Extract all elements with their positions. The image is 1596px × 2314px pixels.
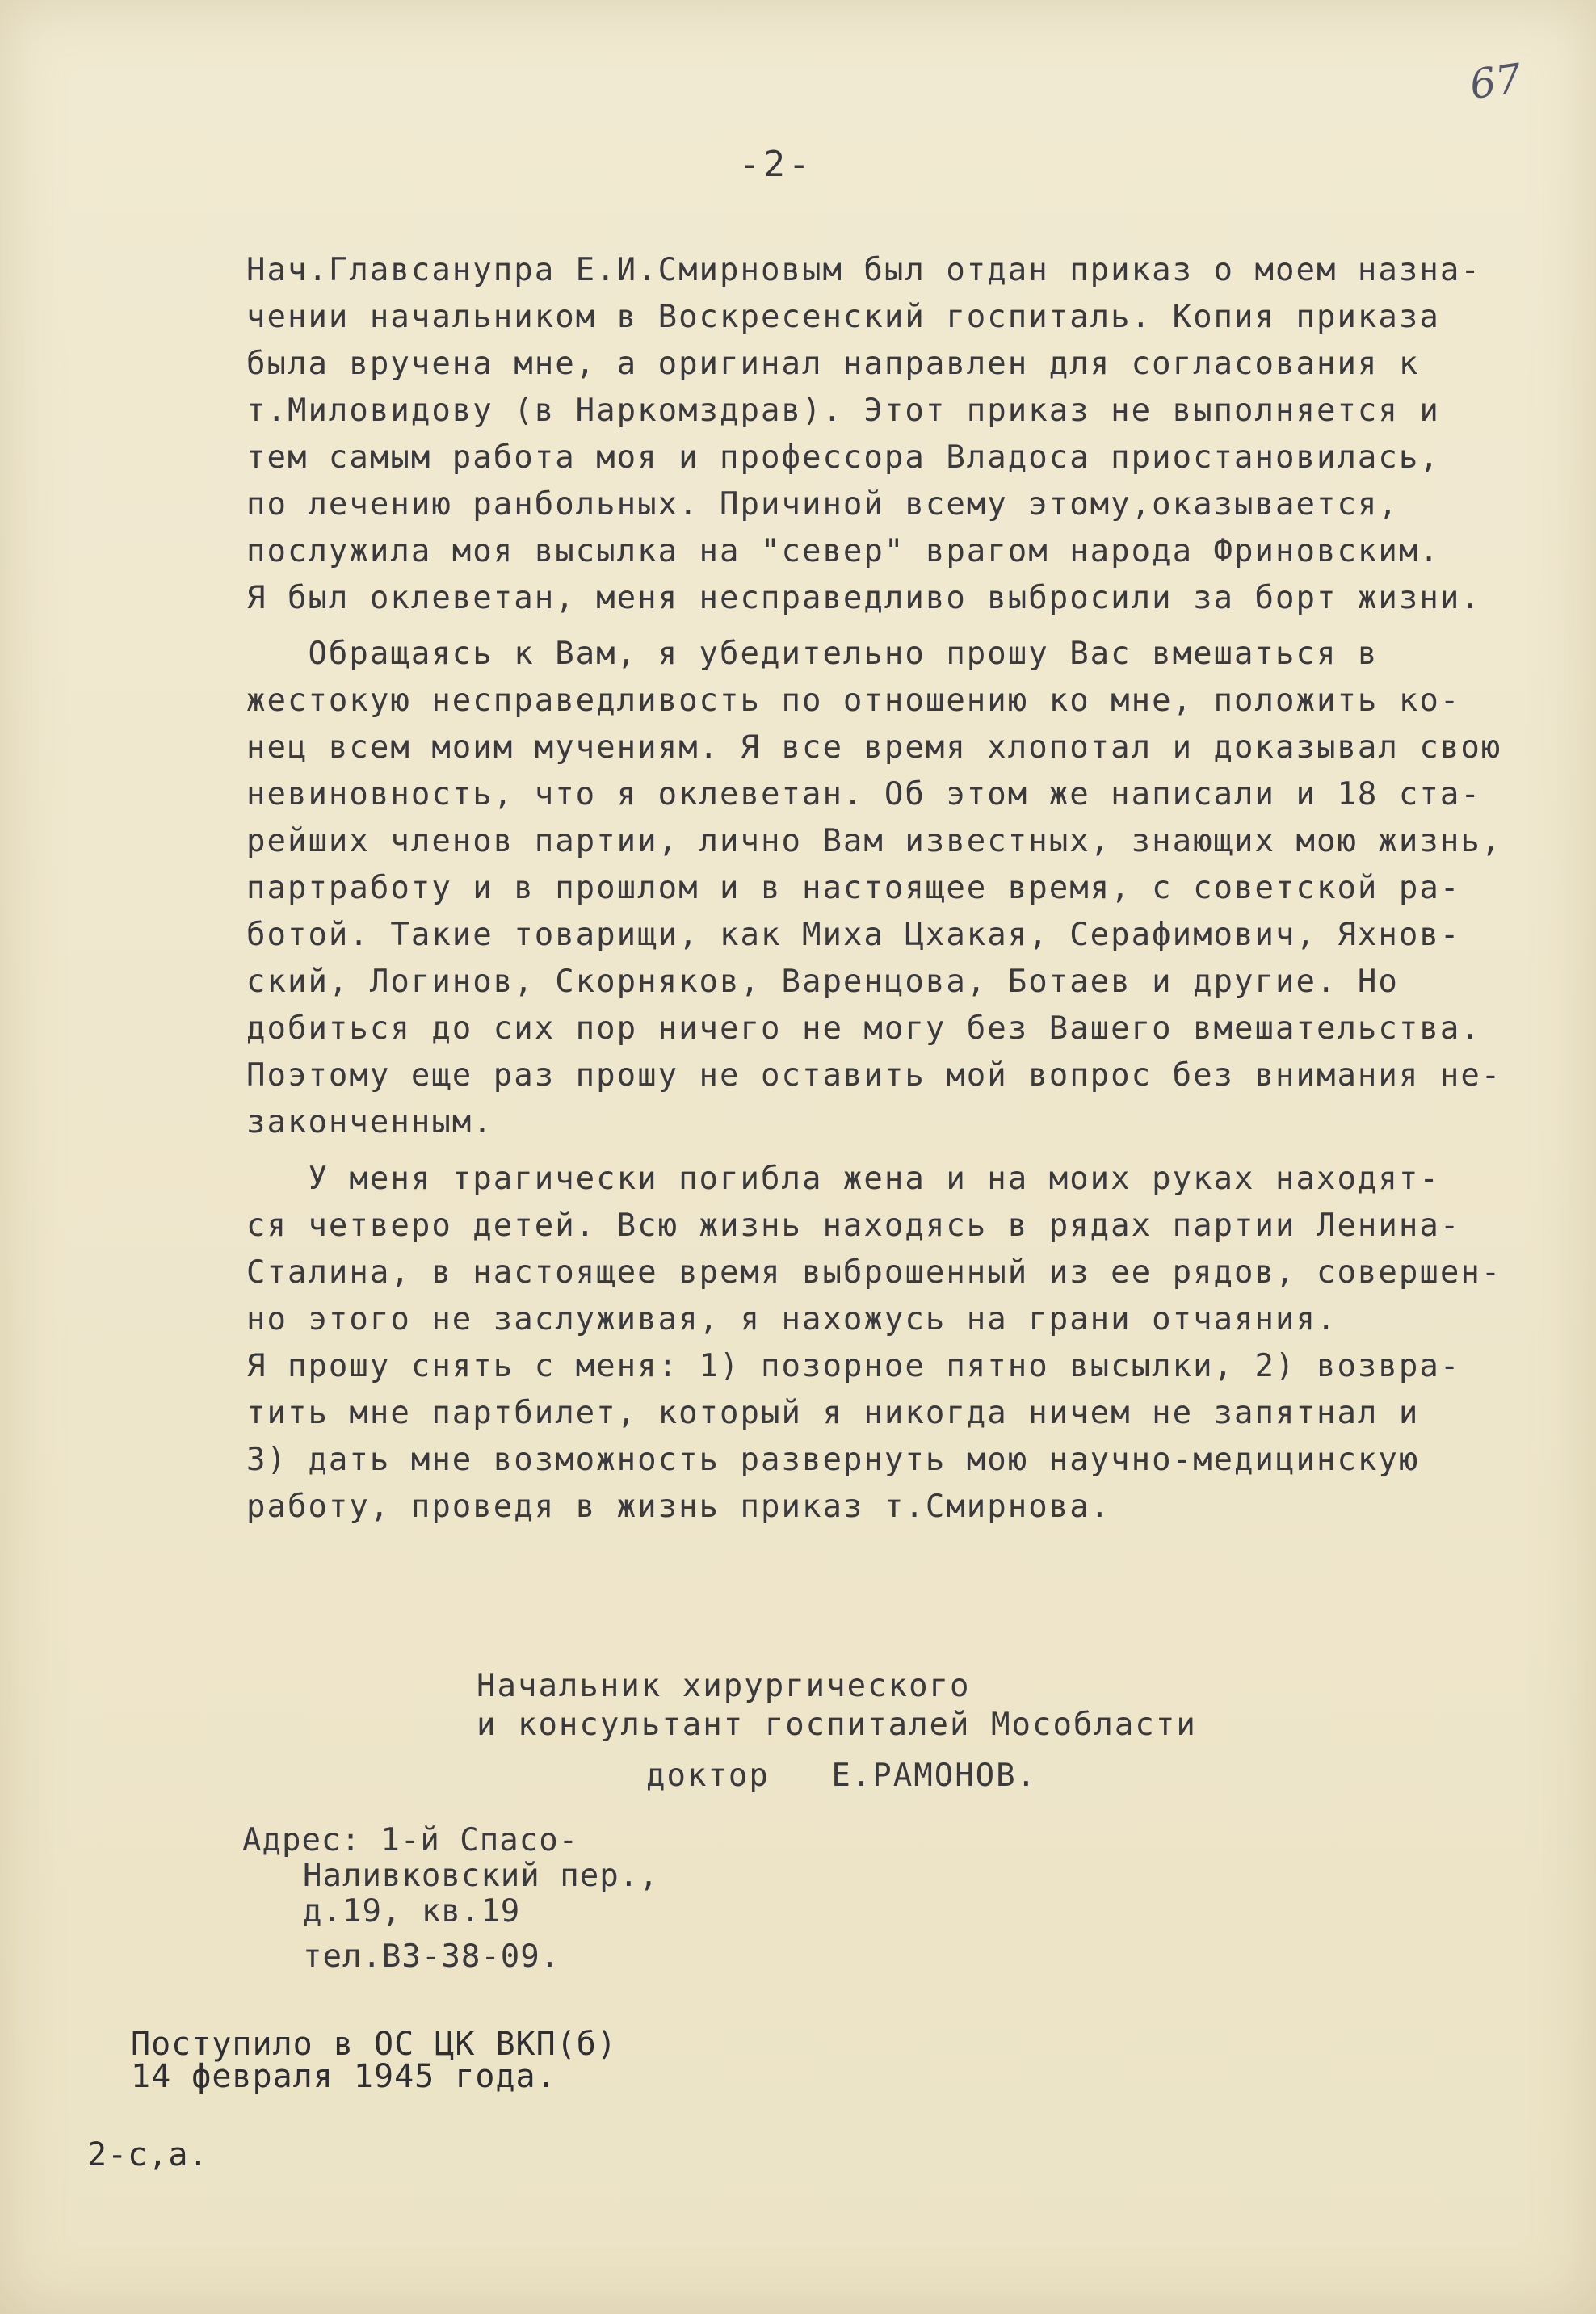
address-line: д.19, кв.19 [303, 1893, 521, 1930]
body-line: Поэтому еще раз прошу не оставить мой вопрос без внимания не- [246, 1057, 1502, 1094]
body-line: была вручена мне, а оригинал направлен для согласования к [246, 346, 1420, 382]
body-line: тем самым работа моя и профессора Владоса приостановилась, [246, 439, 1440, 476]
body-line: ся четверо детей. Всю жизнь находясь в рядах партии Ленина- [246, 1207, 1461, 1244]
body-line: тить мне партбилет, который я никогда ничем не запятнал и [246, 1395, 1420, 1431]
receipt-line: Поступило в ОС ЦК ВКП(б) [131, 2026, 617, 2063]
signature-name: доктор Е.РАМОНОВ. [646, 1758, 1038, 1794]
body-line: законченным. [246, 1104, 494, 1140]
body-line: ский, Логинов, Скорняков, Варенцова, Ботаев и другие. Но [246, 964, 1399, 1000]
reference-code: 2-с,а. [87, 2136, 209, 2173]
body-line: рейших членов партии, лично Вам известных, знающих мою жизнь, [246, 823, 1502, 859]
body-line: Я прошу снять с меня: 1) позорное пятно высылки, 2) возвра- [246, 1348, 1461, 1384]
body-line: т.Миловидову (в Наркомздрав). Этот приказ не выполняется и [246, 393, 1440, 429]
signature-position: и консультант госпиталей Мособласти [477, 1707, 1197, 1743]
body-line: ботой. Такие товарищи, как Миха Цхакая, Серафимович, Яхнов- [246, 917, 1461, 953]
body-line: работу, проведя в жизнь приказ т.Смирнова. [246, 1489, 1111, 1525]
body-line: невиновность, что я оклеветан. Об этом же написали и 18 ста- [246, 776, 1481, 813]
signature-title: Начальник хирургического [477, 1668, 971, 1704]
body-line: но этого не заслуживая, я нахожусь на грани отчаяния. [246, 1301, 1338, 1338]
body-line: добиться до сих пор ничего не могу без Вашего вмешательства. [246, 1010, 1481, 1047]
body-line: У меня трагически погибла жена и на моих руках находят- [246, 1161, 1440, 1197]
phone-line: тел.В3-38-09. [303, 1938, 561, 1975]
body-line: послужила моя высылка на "север" врагом народа Фриновским. [246, 533, 1440, 569]
body-line: чении начальником в Воскресенский госпиталь. Копия приказа [246, 299, 1440, 335]
body-line: 3) дать мне возможность развернуть мою научно-медицинскую [246, 1442, 1420, 1478]
body-line: Я был оклеветан, меня несправедливо выбросили за борт жизни. [246, 580, 1481, 616]
body-line: Сталина, в настоящее время выброшенный из ее рядов, совершен- [246, 1254, 1502, 1291]
body-line: Обращаясь к Вам, я убедительно прошу Вас вмешаться в [246, 636, 1379, 672]
page-number: -2- [739, 144, 813, 185]
body-line: партработу и в прошлом и в настоящее время, с советской ра- [246, 870, 1461, 906]
body-line: Нач.Главсанупра Е.И.Смирновым был отдан приказ о моем назна- [246, 252, 1481, 288]
address-line: Наливковский пер., [303, 1858, 659, 1894]
folio-number: 67 [1467, 54, 1525, 109]
receipt-date: 14 февраля 1945 года. [131, 2058, 556, 2095]
body-line: жестокую несправедливость по отношению ко мне, положить ко- [246, 682, 1461, 719]
address-line: Адрес: 1-й Спасо- [242, 1822, 579, 1858]
body-line: по лечению ранбольных. Причиной всему этому,оказывается, [246, 486, 1399, 523]
body-line: нец всем моим мучениям. Я все время хлопотал и доказывал свою [246, 729, 1502, 766]
